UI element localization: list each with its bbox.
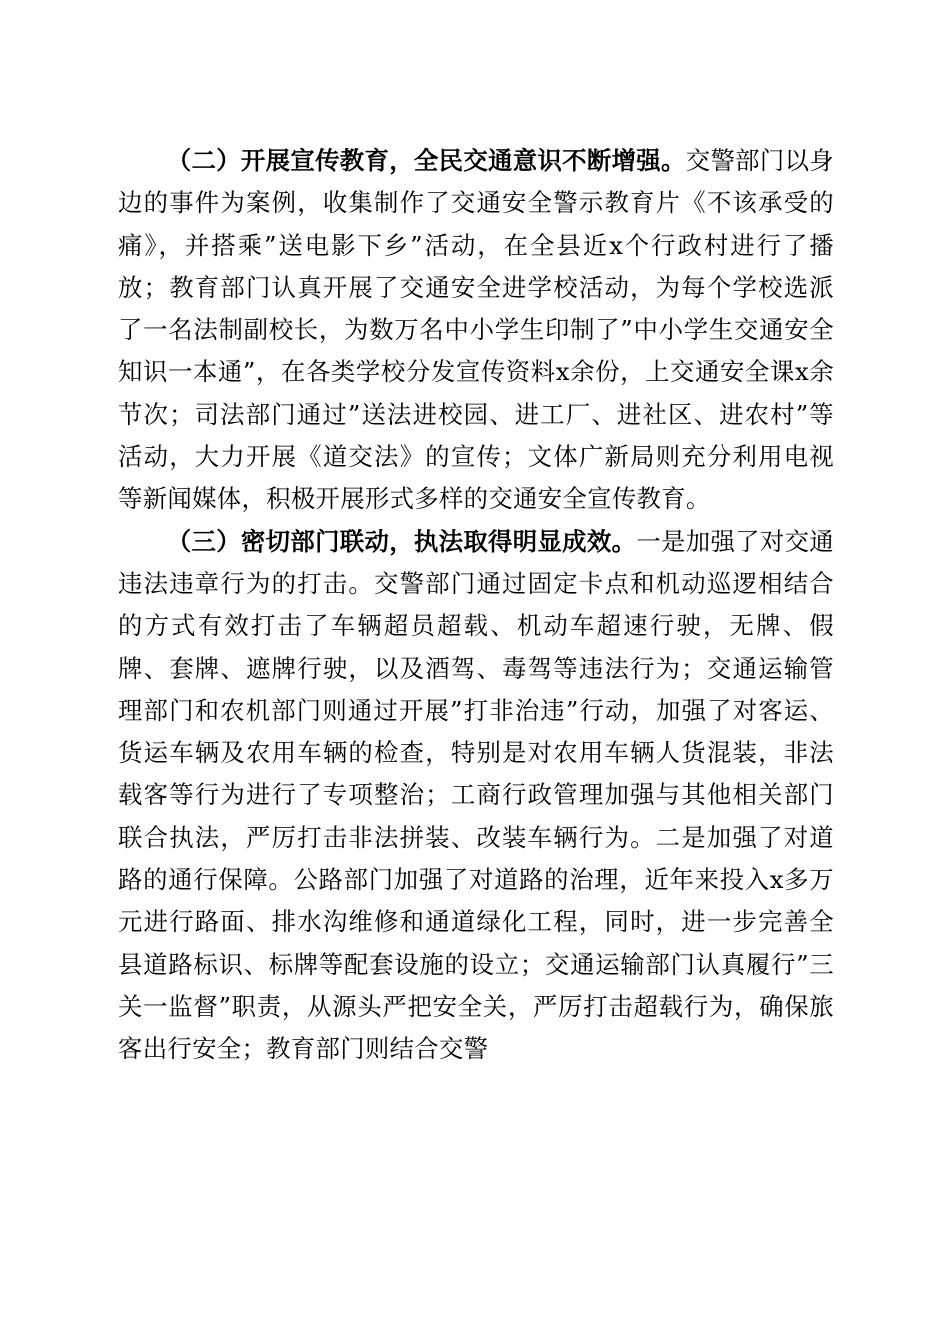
paragraph-heading: （三）密切部门联动，执法取得明显成效。 [166, 526, 637, 556]
paragraph-text: 交警部门以身边的事件为案例，收集制作了交通安全警示教育片《不该承受的痛》，并搭乘”送电影下乡”活动，在全县近x个行政村进行了播放；教育部门认真开展了交通安全进学校活动，为每个学校选派了一名法制副校长，为数万名中小学生印制了”中小学生交通安全知识一本通”，在各类学校分发宣传资料x余份，上交通安全课x余节次；司法部门通过”送法进校园、进工厂、进社区、进农村”等活动，大力开展《道交法》的宣传；文体广新局则充分利用电视等新闻媒体，积极开展形式多样的交通安全宣传教育。 [118, 146, 834, 514]
paragraph-department-linkage [118, 521, 834, 1071]
paragraph-publicity-education [118, 140, 834, 521]
paragraph-heading: （二）开展宣传教育，全民交通意识不断增强。 [166, 146, 686, 175]
paragraph-text: 一是加强了对交通违法违章行为的打击。交警部门通过固定卡点和机动巡逻相结合的方式有效打击了车辆超员超载、机动车超速行驶，无牌、假牌、套牌、遮牌行驶，以及酒驾、毒驾等违法行为；交通运输管理部门和农机部门则通过开展”打非治违”行动，加强了对客运、货运车辆及农用车辆的检查，特别是对农用车辆人货混装，非法载客等行为进行了专项整治；工商行政管理加强与其他相关部门联合执法，严厉打击非法拼装、改装车辆行为。二是加强了对道路的通行保障。公路部门加强了对道路的治理，近年来投入x多万元进行路面、排水沟维修和通道绿化工程，同时，进一步完善全县道路标识、标牌等配套设施的设立；交通运输部门认真履行”三关一监督”职责，从源头严把安全关，严厉打击超载行为，确保旅客出行安全；教育部门则结合交警 [118, 526, 835, 1064]
document-body [118, 140, 834, 1071]
